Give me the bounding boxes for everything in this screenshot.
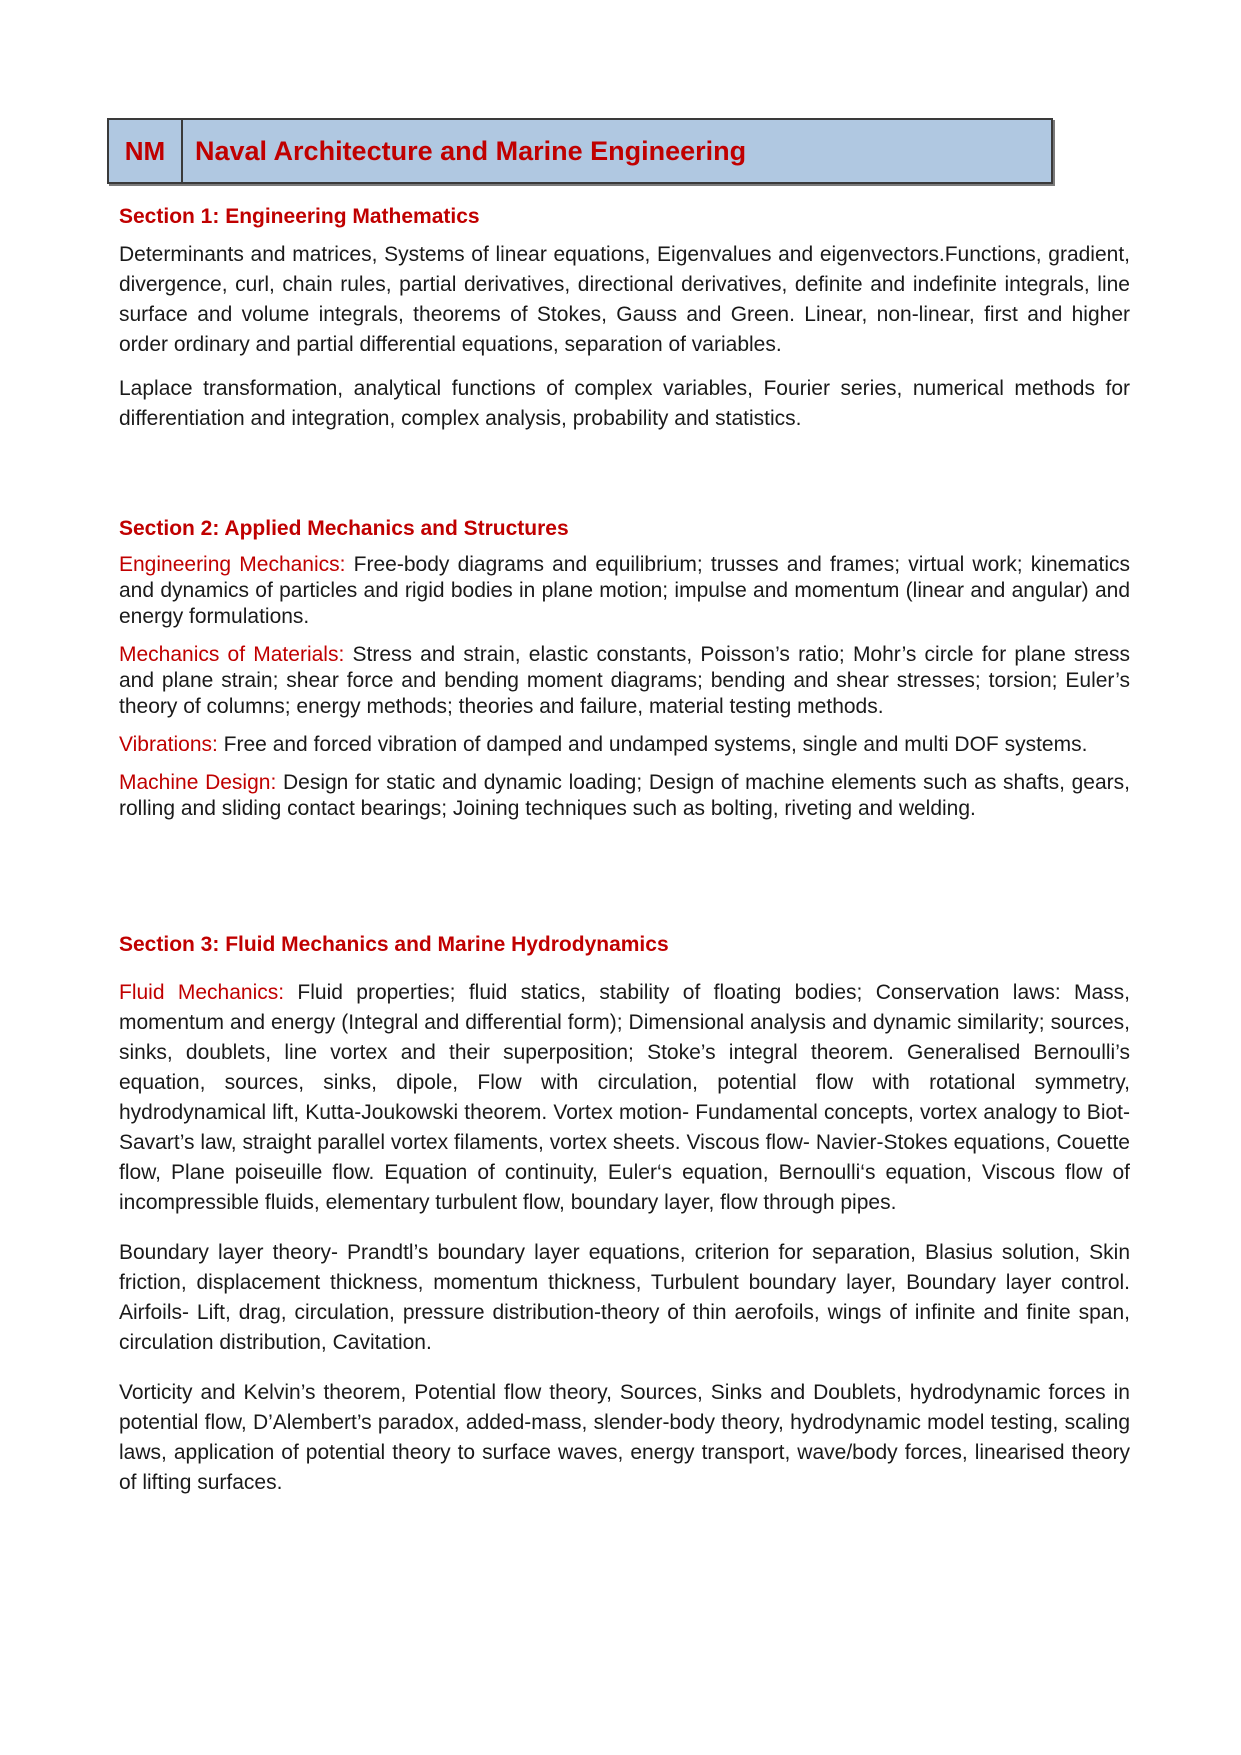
section-3-heading: Section 3: Fluid Mechanics and Marine Hydrodynamics: [119, 933, 669, 956]
section-3: [119, 932, 1130, 1498]
item-text: Design for static and dynamic loading; Design of machine elements such as shafts, gears, rolling and sliding contact bearings; Joining techniques such as bolting, riveting and welding.: [119, 771, 1130, 820]
item-lead: Vibrations:: [119, 733, 218, 756]
section-1-paragraph-2: Laplace transformation, analytical functions of complex variables, Fourier series, numerical methods for differentiation and integration, complex analysis, probability and statistics.: [119, 377, 1130, 430]
item-lead: Machine Design:: [119, 771, 277, 794]
section-2-heading: Section 2: Applied Mechanics and Structures: [119, 517, 569, 540]
item-lead: Engineering Mechanics:: [119, 553, 346, 576]
paragraph-text: Fluid properties; fluid statics, stability of floating bodies; Conservation laws: Mass, momentum and energy (Integral and differential form); Dimensional analysis and dynamic similarity; sources, sinks, doublets, line vortex and their superposition; Stoke’s integral theorem. Generalised Bernoulli’s equation, sources, sinks, dipole, Flow with circulation, potential flow with rotational symmetry, hydrodynamical lift, Kutta-Joukowski theorem. Vortex motion- Fundamental concepts, vortex analogy to Biot-Savart’s law, straight parallel vortex filaments, vortex sheets. Viscous flow- Navier-Stokes equations, Couette flow, Plane poiseuille flow. Equation of continuity, Euler‘s equation, Bernoulli‘s equation, Viscous flow of incompressible fluids, elementary turbulent flow, boundary layer, flow through pipes.: [119, 981, 1131, 1214]
section-2-item-vibrations: [119, 732, 1130, 758]
paragraph-lead: Fluid Mechanics:: [119, 981, 285, 1004]
section-3-paragraph-3: Vorticity and Kelvin’s theorem, Potential flow theory, Sources, Sinks and Doublets, hydrodynamic forces in potential flow, D’Alembert’s paradox, added-mass, slender-body theory, hydrodynamic model testing, scaling laws, application of potential theory to surface waves, energy transport, wave/body forces, linearised theory of lifting surfaces.: [119, 1381, 1130, 1494]
section-2-item-machine-design: [119, 770, 1130, 822]
section-3-paragraph-2: Boundary layer theory- Prandtl’s boundary layer equations, criterion for separation, Blasius solution, Skin friction, displacement thickness, momentum thickness, Turbulent boundary layer, Boundary layer control. Airfoils- Lift, drag, circulation, pressure distribution-theory of thin aerofoils, wings of infinite and finite span, circulation distribution, Cavitation.: [119, 1241, 1130, 1354]
item-text: Free and forced vibration of damped and undamped systems, single and multi DOF systems.: [217, 733, 1088, 756]
section-1-heading: Section 1: Engineering Mathematics: [119, 205, 480, 228]
item-text: Free-body diagrams and equilibrium; trusses and frames; virtual work; kinematics and dynamics of particles and rigid bodies in plane motion; impulse and momentum (linear and angular) and energy formulations.: [119, 553, 1130, 628]
section-2: [119, 516, 1130, 822]
subject-title: Naval Architecture and Marine Engineering: [195, 135, 747, 166]
section-1: [119, 204, 1130, 434]
section-1-paragraph-1: Determinants and matrices, Systems of linear equations, Eigenvalues and eigenvectors.Functions, gradient, divergence, curl, chain rules, partial derivatives, directional derivatives, definite and indefinite integrals, line surface and volume integrals, theorems of Stokes, Gauss and Green. Linear, non-linear, first and higher order ordinary and partial differential equations, separation of variables.: [119, 243, 1130, 356]
item-lead: Mechanics of Materials:: [119, 643, 345, 666]
subject-code: NM: [109, 120, 183, 182]
section-3-paragraph-1: [119, 978, 1130, 1218]
section-2-item-mechanics-of-materials: [119, 642, 1130, 720]
section-2-item-engineering-mechanics: [119, 552, 1130, 630]
item-text: Stress and strain, elastic constants, Poisson’s ratio; Mohr’s circle for plane stress and plane strain; shear force and bending moment diagrams; bending and shear stresses; torsion; Euler’s theory of columns; energy methods; theories and failure, material testing methods.: [119, 643, 1130, 718]
subject-header: [107, 118, 1053, 184]
